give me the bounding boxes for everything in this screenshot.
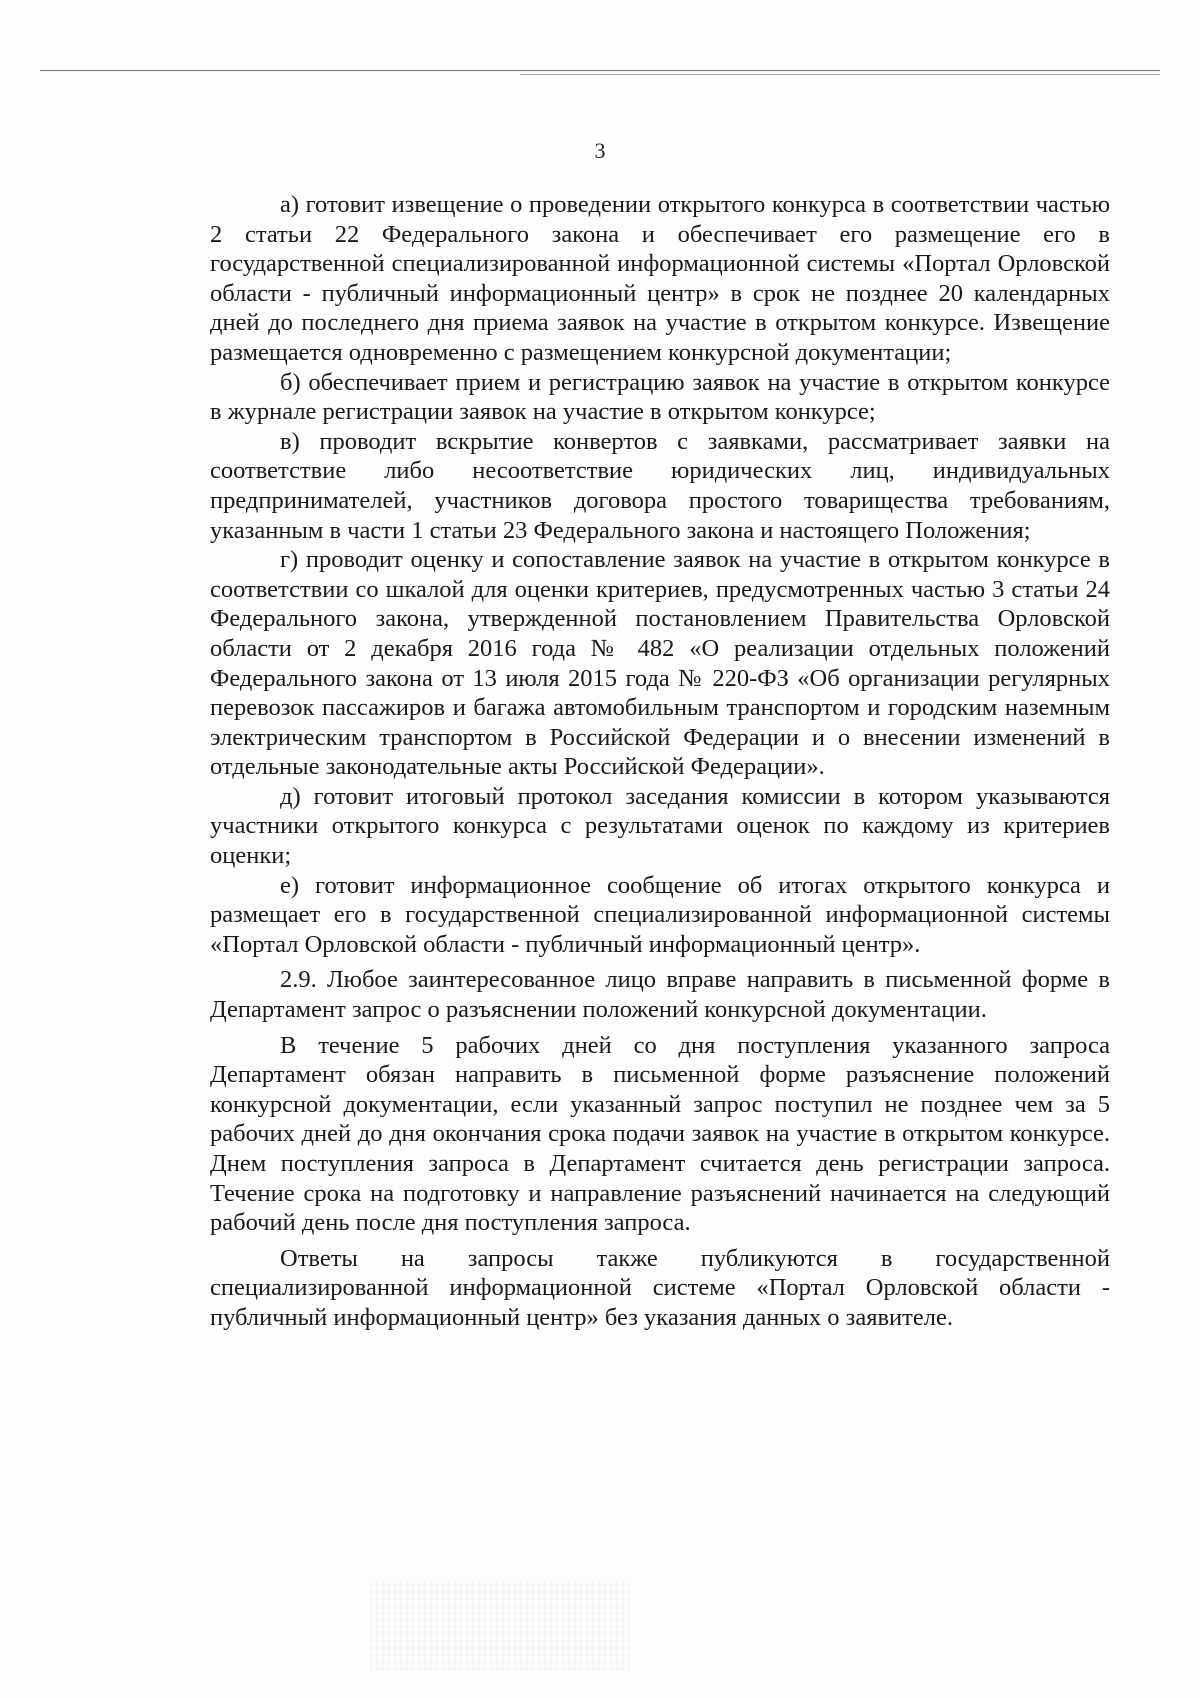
paragraph-item-g: г) проводит оценку и сопоставление заявок на участие в открытом конкурсе в соответствии со шкалой для оценки критериев, предусмотренных частью 3 статьи 24 Федерального закона, утвержденной постановлением Правительства Орловской области от 2 декабря 2016 года № 482 «О реализации отдельных положений Федерального закона от 13 июля 2015 года № 220-ФЗ «Об организации регулярных перевозок пассажиров и багажа автомобильным транспортом и городским наземным электрическим транспортом в Российской Федерации и о внесении изменений в отдельные законодательные акты Российской Федерации». xyxy=(210,546,1110,781)
document-body xyxy=(210,190,1110,1333)
paragraph-response-deadline: В течение 5 рабочих дней со дня поступления указанного запроса Департамент обязан направить в письменной форме разъяснение положений конкурсной документации, если указанный запрос поступил не позднее чем за 5 рабочих дней до дня окончания срока подачи заявок на участие в открытом конкурсе. Днем поступления запроса в Департамент считается день регистрации запроса. Течение срока на подготовку и направление разъяснений начинается на следующий рабочий день после дня поступления запроса. xyxy=(210,1031,1110,1237)
scan-edge-line xyxy=(40,70,1160,71)
paragraph-item-d: д) готовит итоговый протокол заседания комиссии в котором указываются участники открытого конкурса с результатами оценок по каждому из критериев оценки; xyxy=(210,782,1110,870)
paragraph-item-e: е) готовит информационное сообщение об итогах открытого конкурса и размещает его в государственной специализированной информационной системы «Портал Орловской области - публичный информационный центр». xyxy=(210,871,1110,958)
scan-noise-artifact xyxy=(370,1580,630,1670)
paragraph-item-b: б) обеспечивает прием и регистрацию заявок на участие в открытом конкурсе в журнале регистрации заявок на участие в открытом конкурсе; xyxy=(210,368,1110,426)
paragraph-item-v: в) проводит вскрытие конвертов с заявками, рассматривает заявки на соответствие либо несоответствие юридических лиц, индивидуальных предпринимателей, участников договора простого товарищества требованиям, указанным в части 1 статьи 23 Федерального закона и настоящего Положения; xyxy=(210,427,1110,544)
paragraph-answers-publication: Ответы на запросы также публикуются в государственной специализированной информационной системе «Портал Орловской области - публичный информационный центр» без указания данных о заявителе. xyxy=(210,1244,1110,1331)
scan-edge-line-secondary xyxy=(520,74,1160,75)
paragraph-item-a: а) готовит извещение о проведении открытого конкурса в соответствии частью 2 статьи 22 Федерального закона и обеспечивает его размещение его в государственной специализированной информационной системы «Портал Орловской области - публичный информационный центр» в срок не позднее 20 календарных дней до последнего дня приема заявок на участие в открытом конкурсе. Извещение размещается одновременно с размещением конкурсной документации; xyxy=(210,191,1110,366)
page-number: 3 xyxy=(594,138,606,163)
paragraph-clause-2-9: 2.9. Любое заинтересованное лицо вправе направить в письменной форме в Департамент запрос о разъяснении положений конкурсной документации. xyxy=(210,966,1110,1024)
